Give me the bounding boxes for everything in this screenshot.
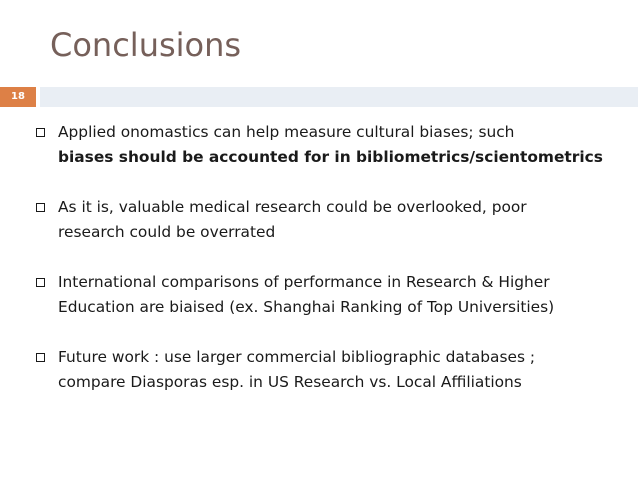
bullet-item <box>36 270 626 320</box>
bullet-item <box>36 120 626 170</box>
bullet-text-line: As it is, valuable medical research could be overlooked, poor <box>58 198 527 216</box>
slide-title: Conclusions <box>50 26 242 64</box>
bullet-text-line: research could be overrated <box>58 223 276 241</box>
bullet-text-line-bold: biases should be accounted for in bibliometrics/scientometrics <box>58 148 603 166</box>
bullet-item <box>36 195 626 245</box>
square-bullet-icon <box>36 353 45 362</box>
bullet-text-line: Applied onomastics can help measure cultural biases; such <box>58 123 515 141</box>
title-divider-band <box>40 87 638 107</box>
bullet-text-line: Future work : use larger commercial bibliographic databases ; <box>58 348 536 366</box>
slide-number-badge: 18 <box>0 87 36 107</box>
bullet-item <box>36 345 626 395</box>
square-bullet-icon <box>36 128 45 137</box>
bullet-text-line: International comparisons of performance in Research & Higher <box>58 273 550 291</box>
square-bullet-icon <box>36 203 45 212</box>
square-bullet-icon <box>36 278 45 287</box>
bullet-text-line: Education are biaised (ex. Shanghai Ranking of Top Universities) <box>58 298 555 316</box>
bullet-text-line: compare Diasporas esp. in US Research vs. Local Affiliations <box>58 373 522 391</box>
bullet-list <box>36 120 626 395</box>
